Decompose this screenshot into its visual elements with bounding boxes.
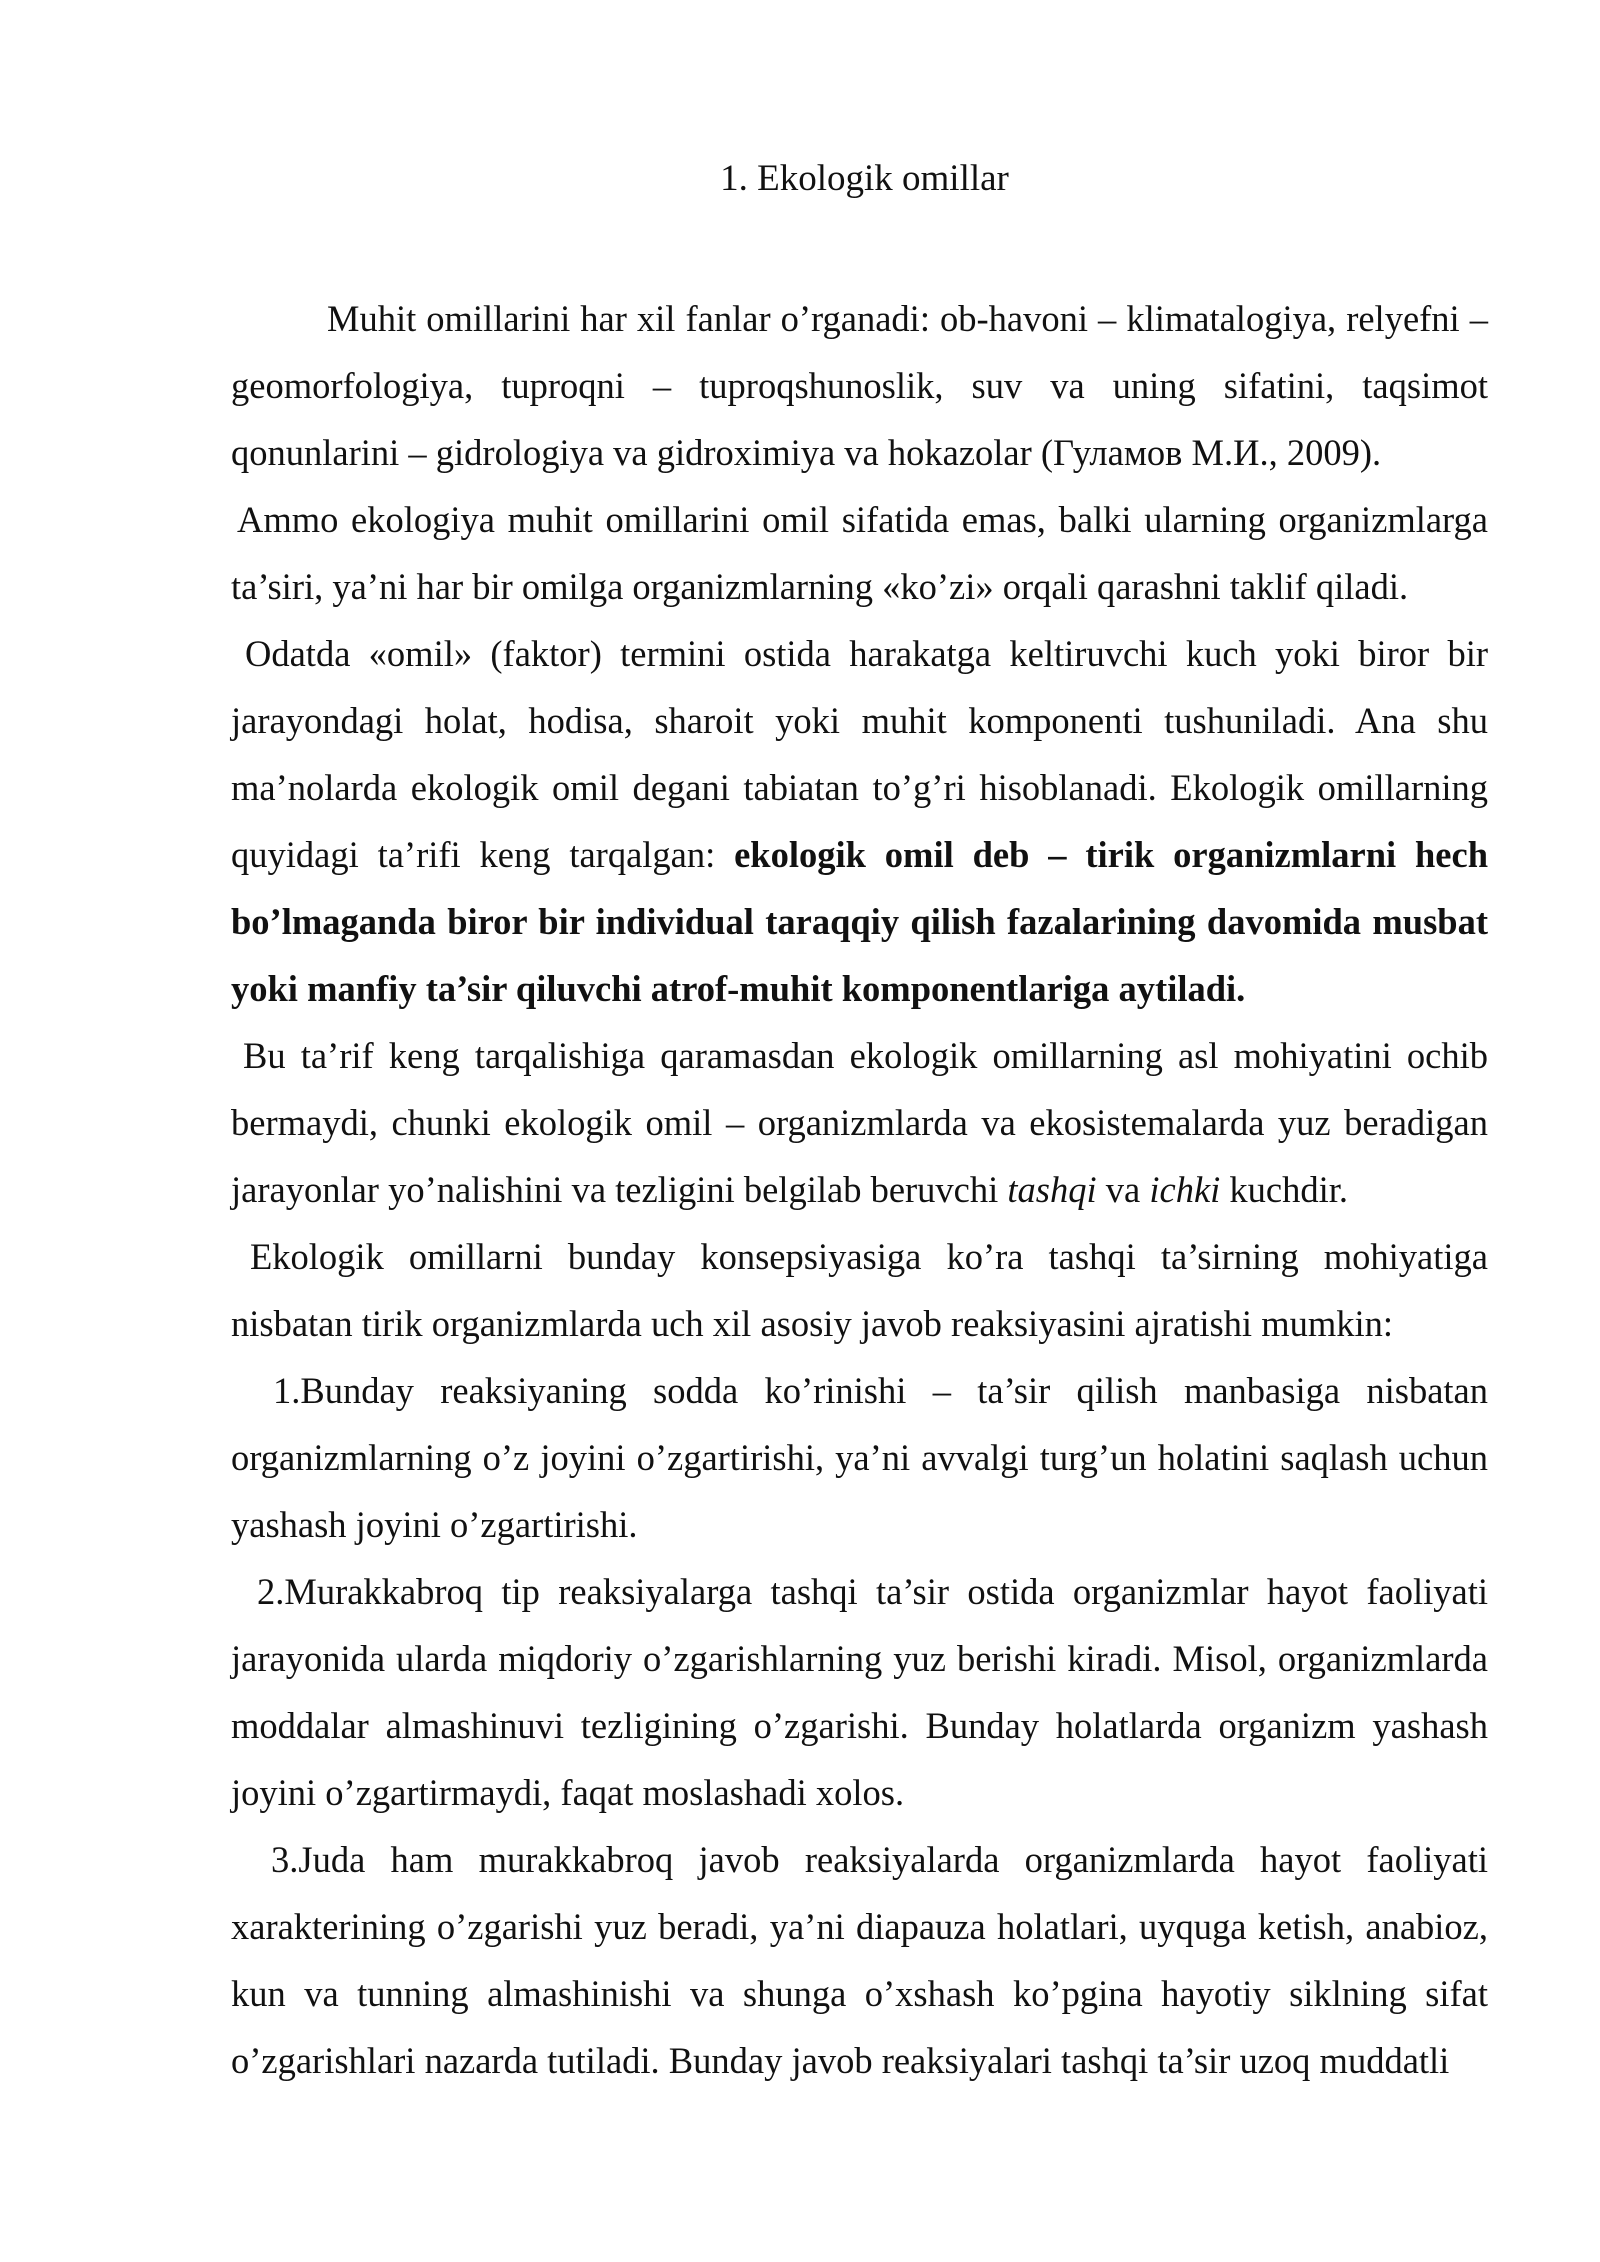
paragraph-text: Odatda «omil» (faktor) termini ostida harakatga keltiruvchi kuch yoki biror bir jarayondagi holat, hodisa, sharoit yoki muhit komponenti tushuniladi. Ana shu ma’nolarda ekologik omil degani tabiatan to’g’ri hisoblanadi. Ekologik omillarning quyidagi ta’rifi keng tarqalgan:: [231, 633, 1488, 875]
paragraph-end: kuchdir.: [1229, 1169, 1349, 1210]
paragraph-ecology-view: Ammo ekologiya muhit omillarini omil sifatida emas, balki ularning organizmlarga ta’siri, ya’ni har bir omilga organizmlarning «ko’zi» orqali qarashni taklif qiladi.: [231, 499, 1488, 607]
term-external: tashqi: [1007, 1169, 1097, 1210]
page-title: 1. Ekologik omillar: [720, 158, 1009, 199]
definition-bold: ekologik omil deb – tirik organizmlarni hech bo’lmaganda biror bir individual taraqqiy qilish fazalarining davomida musbat yoki manfiy ta’sir qiluvchi atrof-muhit komponentlariga aytiladi.: [231, 834, 1488, 1009]
paragraph-text: Bu ta’rif keng tarqalishiga qaramasdan ekologik omillarning asl mohiyatini ochib bermaydi, chunki ekologik omil – organizmlarda va ekosistemalarda yuz beradigan jarayonlar yo’nalishini va tezligini belgilab beruvchi: [231, 1035, 1488, 1210]
list-item-2: 2.Murakkabroq tip reaksiyalarga tashqi ta’sir ostida organizmlar hayot faoliyati jarayonida ularda miqdoriy o’zgarishlarning yuz berishi kiradi. Misol, organizmlarda moddalar almashinuvi tezligining o’zgarishi. Bunday holatlarda organizm yashash joyini o’zgartirmaydi, faqat moslashadi xolos.: [231, 1571, 1488, 1813]
paragraph-environment-factors: Muhit omillarini har xil fanlar o’rganadi: ob-havoni – klimatalogiya, relyefni – geomorfologiya, tuproqni – tuproqshunoslik, suv va uning sifatini, taqsimot qonunlarini – gidrologiya va gidroximiya va hokazolar (Гуламов М.И., 2009).: [231, 298, 1488, 473]
term-internal: ichki: [1149, 1169, 1221, 1210]
list-item-1: 1.Bunday reaksiyaning sodda ko’rinishi – ta’sir qilish manbasiga nisbatan organizmlarning o’z joyini o’zgartirishi, ya’ni avvalgi turg’un holatini saqlash uchun yashash joyini o’zgartirishi.: [231, 1370, 1488, 1545]
conjunction: va: [1105, 1169, 1141, 1210]
document-body: [231, 285, 1488, 2094]
paragraph-definition-critique: [231, 1022, 1488, 1223]
paragraph-factor-definition: [231, 620, 1488, 1022]
list-item-3: 3.Juda ham murakkabroq javob reaksiyalarda organizmlarda hayot faoliyati xarakterining o’zgarishi yuz beradi, ya’ni diapauza holatlari, uyquga ketish, anabioz, kun va tunning almashinishi va shunga o’xshash ko’pgina hayotiy siklning sifat o’zgarishlari nazarda tutiladi. Bunday javob reaksiyalari tashqi ta’sir uzoq muddatli: [231, 1839, 1488, 2081]
document-page: [231, 0, 1488, 2262]
paragraph-response-types: Ekologik omillarni bunday konsepsiyasiga ko’ra tashqi ta’sirning mohiyatiga nisbatan tirik organizmlarda uch xil asosiy javob reaksiyasini ajratishi mumkin:: [231, 1236, 1488, 1344]
